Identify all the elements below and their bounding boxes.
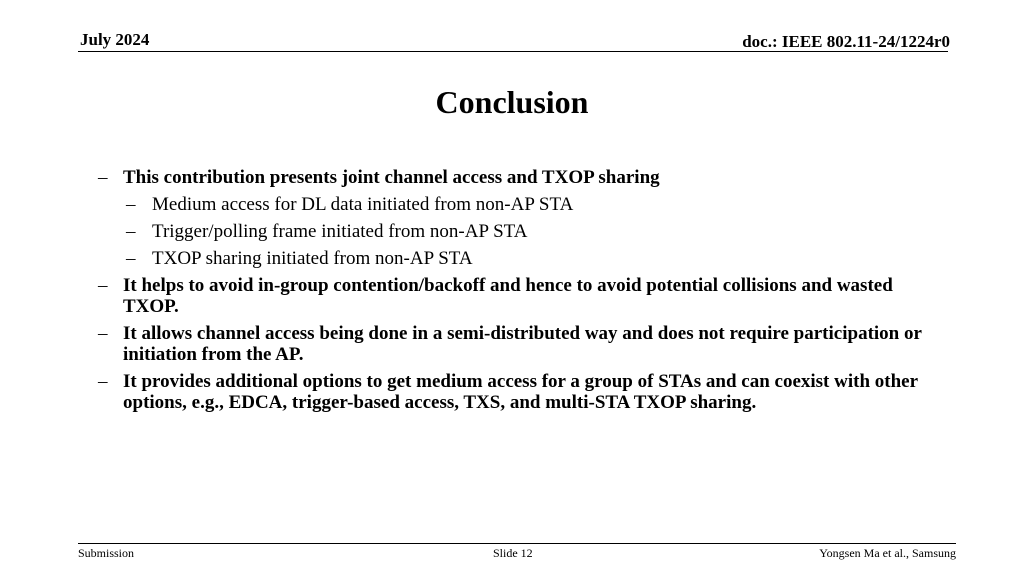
bullet-dash: –: [126, 221, 136, 242]
bullet-item: [96, 323, 936, 365]
bullet-dash: –: [126, 194, 136, 215]
bullet-item: [96, 371, 936, 413]
bullet-text: This contribution presents joint channel access and TXOP sharing: [123, 167, 660, 188]
sub-bullet-item: [96, 194, 936, 215]
slide-body: [96, 167, 936, 419]
bullet-text: It helps to avoid in-group contention/backoff and hence to avoid potential collisions and wasted TXOP.: [123, 275, 893, 317]
bullet-dash: –: [98, 371, 108, 392]
header-divider: [78, 51, 948, 52]
bullet-dash: –: [98, 323, 108, 344]
header-doc-id: doc.: IEEE 802.11-24/1224r0: [742, 32, 950, 51]
bullet-dash: –: [98, 275, 108, 296]
bullet-dash: –: [98, 167, 108, 188]
bullet-text: TXOP sharing initiated from non-AP STA: [152, 248, 473, 269]
header-date: July 2024: [80, 30, 150, 49]
bullet-text: Medium access for DL data initiated from non-AP STA: [152, 194, 574, 215]
bullet-text: Trigger/polling frame initiated from non-AP STA: [152, 221, 528, 242]
footer-authors: Yongsen Ma et al., Samsung: [819, 546, 956, 560]
bullet-text: It provides additional options to get medium access for a group of STAs and can coexist with other options, e.g., EDCA, trigger-based access, TXS, and multi-STA TXOP sharing.: [123, 371, 918, 413]
footer-divider: [78, 543, 956, 544]
bullet-dash: –: [126, 248, 136, 269]
slide-title: Conclusion: [435, 84, 589, 120]
sub-bullet-item: [96, 221, 936, 242]
footer-slide-number: Slide 12: [493, 546, 533, 560]
bullet-item: [96, 275, 936, 317]
footer-submission: Submission: [78, 546, 135, 560]
bullet-text: It allows channel access being done in a semi-distributed way and does not require participation or initiation from the AP.: [123, 323, 922, 365]
bullet-item: [96, 167, 936, 188]
sub-bullet-item: [96, 248, 936, 269]
